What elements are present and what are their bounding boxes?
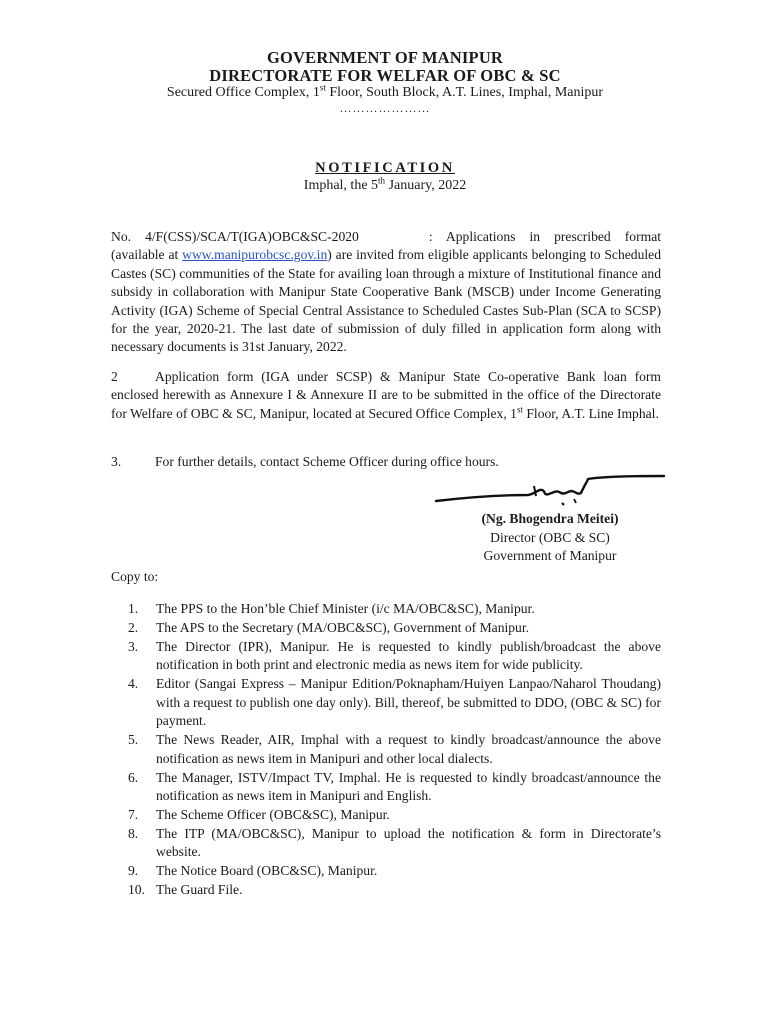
signatory-name: (Ng. Bhogendra Meitei) xyxy=(481,511,619,526)
paragraph-2: 2 Application form (IGA under SCSP) & Manipur State Co-operative Bank loan form enclosed herewith as Annexure I & Annexure II are to be submitted in the office of the Directorate for Welfare of OBC & SC, Manipur, located at Secured Office Complex, 1st Floor, A.T. Line Imphal. xyxy=(111,369,661,421)
list-item: 7. The Scheme Officer (OBC&SC), Manipur. xyxy=(128,807,390,823)
signatory-designation: Director (OBC & SC) xyxy=(490,529,610,545)
list-item: 1. The PPS to the Hon’ble Chief Minister (i/c MA/OBC&SC), Manipur. xyxy=(128,601,535,616)
list-item: 6. The Manager, ISTV/Impact TV, Imphal. He is requested to kindly broadcast/announce the notification as news item in Manipuri and English. xyxy=(128,769,661,804)
website-link[interactable]: www.manipurobcsc.gov.in xyxy=(182,247,328,263)
list-item: 9. The Notice Board (OBC&SC), Manipur. xyxy=(128,863,378,879)
signatory-block xyxy=(440,510,660,566)
signatory-government: Government of Manipur xyxy=(483,548,617,564)
list-item: 10. The Guard File. xyxy=(128,882,243,898)
list-item: 4. Editor (Sangai Express – Manipur Edition/Poknapham/Huiyen Lanpao/Naharol Thoudang) with a request to publish one day only). Bill, thereof, be submitted to DDO, (OBC & SC) for payment. xyxy=(128,676,661,729)
copy-list xyxy=(128,600,661,900)
list-item: 8. The ITP (MA/OBC&SC), Manipur to upload the notification & form in Directorate’s website. xyxy=(128,826,661,860)
handwritten-signature xyxy=(430,470,670,510)
list-item: 2. The APS to the Secretary (MA/OBC&SC), Government of Manipur. xyxy=(128,620,530,635)
list-item: 3. The Director (IPR), Manipur. He is requested to kindly publish/broadcast the above notification in both print and electronic media as news item for wide publicity. xyxy=(128,639,661,673)
paragraph-3: 3. For further details, contact Scheme Officer during office hours. xyxy=(111,454,499,469)
list-item: 5. The News Reader, AIR, Imphal with a request to kindly broadcast/announce the above notification as news item in Manipuri and other local dialects. xyxy=(128,732,661,766)
notification-title: NOTIFICATION xyxy=(315,160,455,176)
copy-to-label: Copy to: xyxy=(111,569,159,584)
government-heading: GOVERNMENT OF MANIPUR xyxy=(266,48,504,67)
header-separator: ………………… xyxy=(339,101,431,115)
directorate-heading: DIRECTORATE FOR WELFAR OF OBC & SC xyxy=(209,66,561,85)
notification-date: Imphal, the 5th January, 2022 xyxy=(303,175,467,193)
reference-number: No. 4/F(CSS)/SCA/T(IGA)OBC&SC-2020 xyxy=(111,229,359,244)
paragraph-1: No. 4/F(CSS)/SCA/T(IGA)OBC&SC-2020 : Applications in prescribed format (available at www.manipurobcsc.gov.in) are invited from eligible applicants belonging to Scheduled Castes (SC) communities of the State for availing loan through a mixture of Institutional finance and subsidy in collaboration with Manipur State Cooperative Bank (MSCB) under Income Generating Activity (IGA) Scheme of Special Central Assistance to Scheduled Castes Sub-Plan (SCA to SCSP) for the year, 2020-21. The last date of submission of duly filled in application form along with necessary documents is 31st January, 2022. xyxy=(111,229,662,355)
office-address: Secured Office Complex, 1st Floor, South Block, A.T. Lines, Imphal, Manipur xyxy=(166,82,604,100)
